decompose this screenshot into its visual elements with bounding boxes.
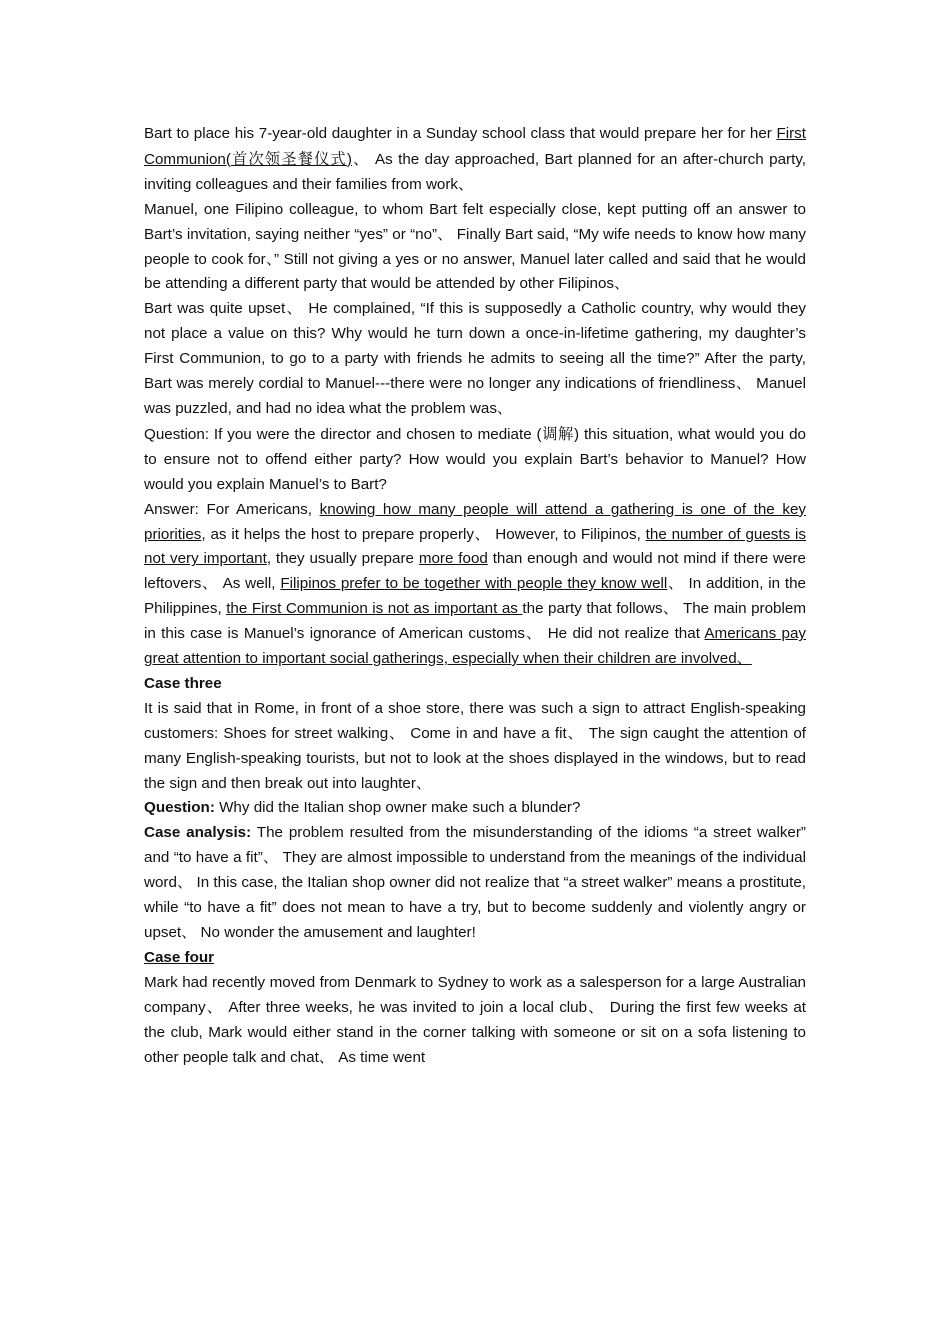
heading-case-four: Case four <box>144 948 215 966</box>
paragraph-answer: Answer: For Americans, knowing how many people will attend a gathering is one of the key priorities, as it helps the host to prepare properly、 However, to Filipinos, the number of guests is not very important, they usually prepare more food than enough and would not mind if there were leftovers、 As well, Filipinos prefer to be together with people they know well、 In addition, in the Philippines, the First Communion is not as important as the party that follows、 The main problem in this case is Manuel’s ignorance of American customs、 He did not realize that Americans pay great attention to important social gatherings, especially when their children are involved、 <box>144 500 806 668</box>
first-communion-term: First Communion(首次领圣餐仪式) <box>144 125 806 168</box>
paragraph-rome-shoe-store: It is said that in Rome, in front of a shoe store, there was such a sign to attract English-speaking customers: Shoes for street walking、 Come in and have a fit、 The sign caught the attention of many English-speaking tourists, but not to look at the shoes displayed in the windows, but to read the sign and then break out into laughter、 <box>144 699 806 792</box>
chinese-gloss: 首次领圣餐仪式 <box>230 149 347 168</box>
text-run: ) this situation, what would you do to ensure not to offend either party? How would you explain Bart’s behavior to Manuel? How would you explain Manuel’s to Bart? <box>144 425 806 493</box>
paragraph-manuel: Manuel, one Filipino colleague, to whom Bart felt especially close, kept putting off an answer to Bart’s invitation, saying neither “yes” or “no”、 Finally Bart said, “My wife needs to know how many people to cook for、” Still not giving a yes or no answer, Manuel later called and said that he would be attending a different party that would be attended by other Filipinos、 <box>144 200 806 293</box>
paragraph-case-analysis: Case analysis: The problem resulted from the misunderstanding of the idioms “a street walker” and “to have a fit”、 They are almost impossible to understand from the meanings of the individual word、 In this case, the Italian shop owner did not realize that “a street walker” means a prostitute, while “to have a fit” does not mean to have a try, but to become suddenly and violently angry or upset、 No wonder the amusement and laughter! <box>144 824 806 941</box>
underlined-phrase: Americans pay great attention to important social gatherings, especially when their children are involved、 <box>144 625 806 668</box>
text-run: 、 As the day approached, Bart planned for an after-church party, inviting colleagues and their families from work、 <box>144 150 807 193</box>
text-run: Bart to place his 7-year-old daughter in a Sunday school class that would prepare her for her <box>144 125 777 142</box>
underlined-phrase: Filipinos prefer to be together with people they know well <box>280 575 668 593</box>
underlined-phrase: the number of guests is not very important <box>144 525 806 568</box>
underlined-phrase: more food <box>418 550 488 568</box>
document-page <box>144 122 806 1070</box>
paragraph-mark-sydney: Mark had recently moved from Denmark to Sydney to work as a salesperson for a large Australian company、 After three weeks, he was invited to join a local club、 During the first few weeks at the club, Mark would either stand in the corner talking with someone or sit on a sofa listening to other people talk and chat、 As time went <box>144 973 806 1066</box>
paragraph-question <box>144 422 806 498</box>
underlined-phrase: the First Communion is not as important as <box>226 600 523 618</box>
chinese-gloss: 调解 <box>541 424 575 443</box>
case-analysis-label: Case analysis: <box>144 824 252 842</box>
text-run: Question: If you were the director and chosen to mediate ( <box>144 425 542 443</box>
paragraph-first-communion <box>144 122 806 198</box>
paragraph-bart-upset: Bart was quite upset、 He complained, “If this is supposedly a Catholic country, why would they not place a value on this? Why would he turn down a once-in-lifetime gathering, my daughter’s First Communion, to go to a party with friends he admits to seeing all the time?” After the party, Bart was merely cordial to Manuel---there were no longer any indications of friendliness、 Manuel was puzzled, and had no idea what the problem was、 <box>144 300 806 417</box>
heading-case-three: Case three <box>144 674 222 692</box>
paragraph-case3-question: Question: Why did the Italian shop owner make such a blunder? <box>144 799 581 817</box>
question-label: Question: <box>144 799 215 817</box>
underlined-phrase: knowing how many people will attend a gathering is one of the key priorities <box>144 500 806 543</box>
